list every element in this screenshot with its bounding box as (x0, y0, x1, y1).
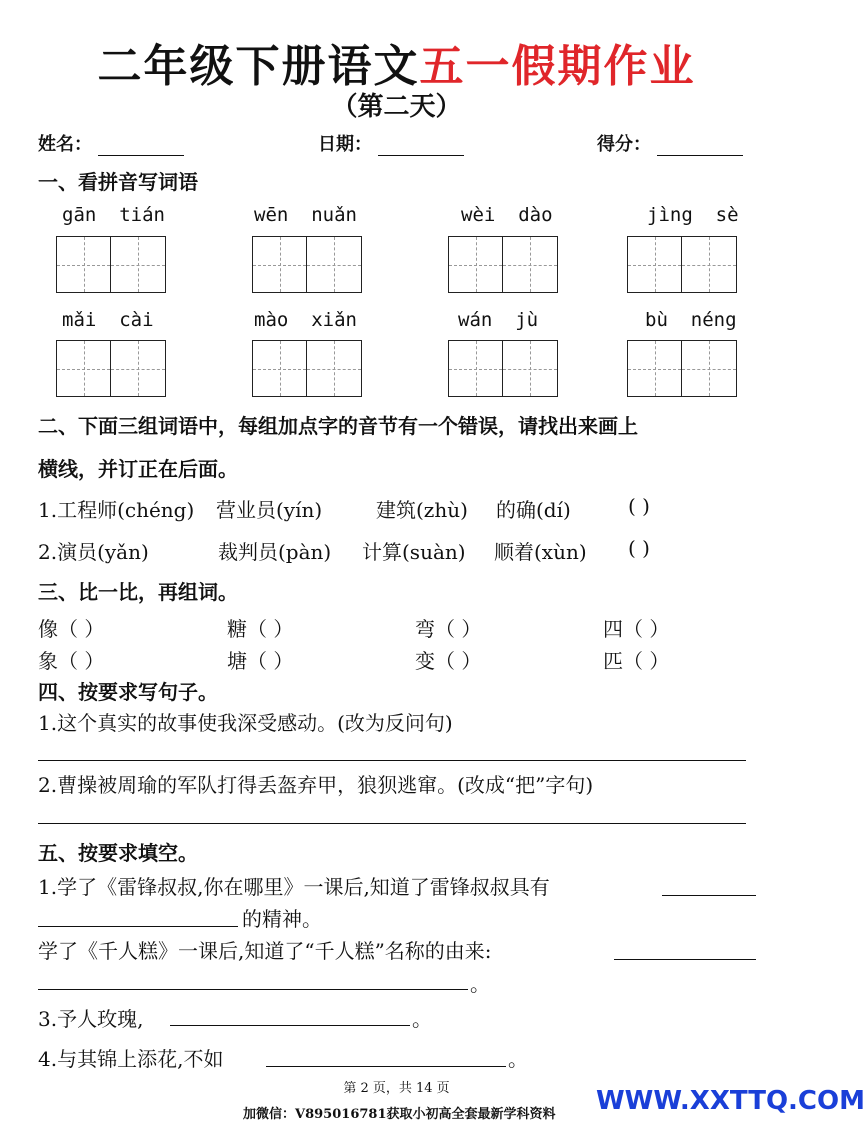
s5-question-2a: 学了《千人糕》一课后,知道了“千人糕”名称的由来: (38, 939, 492, 963)
s5-blank-2b[interactable] (38, 989, 468, 990)
s3-item[interactable]: 弯（ ） (415, 617, 482, 641)
s5-question-2b: 。 (470, 972, 490, 996)
s3-item[interactable]: 变（ ） (415, 649, 482, 673)
writing-grid[interactable] (56, 340, 166, 397)
name-label: 姓名： (38, 134, 92, 155)
s3-item[interactable]: 四（ ） (603, 617, 670, 641)
s3-item[interactable]: 匹（ ） (603, 649, 670, 673)
section2-heading-line1: 二、下面三组词语中，每组加点字的音节有一个错误，请找出来画上 (38, 414, 638, 438)
section4-heading: 四、按要求写句子。 (38, 680, 218, 704)
pinyin-label: mào xiǎn (254, 309, 357, 331)
s2-row2-item-b: 裁判员(pàn) (218, 540, 332, 564)
section3-heading: 三、比一比，再组词。 (38, 580, 238, 604)
s2-row2-item-a: 2.演员(yǎn) (38, 540, 149, 564)
s2-row1-item-a: 1.工程师(chéng) (38, 498, 195, 522)
s5-blank-1b[interactable] (38, 926, 238, 927)
score-label: 得分： (597, 134, 651, 155)
s2-row2-item-c: 计算(suàn) (362, 540, 466, 564)
date-blank[interactable] (378, 137, 464, 156)
s4-answer-line-1[interactable] (38, 760, 746, 761)
writing-grid[interactable] (448, 340, 558, 397)
writing-grid[interactable] (56, 236, 166, 293)
pinyin-label: wán jù (458, 309, 539, 331)
s2-row1-item-d[interactable]: 的确(dí) (496, 498, 571, 522)
site-watermark: WWW.XXTTQ.COM (596, 1086, 865, 1116)
page-subtitle: （第二天） (331, 92, 462, 122)
s5-question-1a: 1.学了《雷锋叔叔,你在哪里》一课后,知道了雷锋叔叔具有 (38, 875, 550, 899)
writing-grid[interactable] (252, 236, 362, 293)
page-title (0, 30, 793, 94)
pinyin-label: jìng sè (647, 204, 739, 226)
pinyin-label: bù néng (645, 309, 737, 331)
section1-heading: 一、看拼音写词语 (38, 170, 198, 194)
s5-question-1b: 的精神。 (242, 907, 322, 931)
s4-question-1: 1.这个真实的故事使我深受感动。(改为反问句) (38, 711, 453, 735)
s3-item[interactable]: 糖（ ） (227, 617, 294, 641)
writing-grid[interactable] (448, 236, 558, 293)
s5-blank-4[interactable] (266, 1066, 506, 1067)
s2-row2-answer[interactable]: ( ) (628, 536, 650, 560)
writing-grid[interactable] (252, 340, 362, 397)
s3-item[interactable]: 象（ ） (38, 649, 105, 673)
s2-row1-item-c: 建筑(zhù) (376, 498, 468, 522)
s4-question-2: 2.曹操被周瑜的军队打得丢盔弃甲，狼狈逃窜。(改成“把”字句) (38, 773, 594, 797)
score-blank[interactable] (657, 137, 743, 156)
s5-question-4: 4.与其锦上添花,不如 (38, 1047, 224, 1071)
pinyin-label: wēn nuǎn (254, 204, 357, 226)
s4-answer-line-2[interactable] (38, 823, 746, 824)
section2-heading-line2: 横线，并订正在后面。 (38, 457, 238, 481)
writing-grid[interactable] (627, 340, 737, 397)
score-field (597, 130, 743, 156)
wechat-note: 加微信：V895016781获取小初高全套最新学科资料 (243, 1107, 556, 1122)
s5-question-3-end: 。 (412, 1007, 432, 1031)
pinyin-label: gān tián (62, 204, 165, 226)
section5-heading: 五、按要求填空。 (38, 841, 198, 865)
s5-question-3: 3.予人玫瑰, (38, 1007, 144, 1031)
title-black-part: 二年级下册语文 (97, 41, 420, 92)
writing-grid[interactable] (627, 236, 737, 293)
s2-row1-answer[interactable]: ( ) (628, 494, 650, 518)
name-field (38, 130, 184, 156)
s2-row2-item-d: 顺着(xùn) (494, 540, 587, 564)
date-field (318, 130, 464, 156)
s2-row1-item-b: 营业员(yín) (216, 498, 323, 522)
name-blank[interactable] (98, 137, 184, 156)
s5-blank-2a[interactable] (614, 959, 756, 960)
s3-item[interactable]: 塘（ ） (227, 649, 294, 673)
title-red-part: 五一假期作业 (419, 41, 696, 92)
page-number: 第 2 页，共 14 页 (343, 1081, 450, 1096)
s3-item[interactable]: 像（ ） (38, 617, 105, 641)
s5-question-4-end: 。 (508, 1047, 528, 1071)
s5-blank-3[interactable] (170, 1025, 410, 1026)
s5-blank-1a[interactable] (662, 895, 756, 896)
pinyin-label: mǎi cài (62, 309, 154, 331)
pinyin-label: wèi dào (461, 204, 553, 226)
date-label: 日期： (318, 134, 372, 155)
